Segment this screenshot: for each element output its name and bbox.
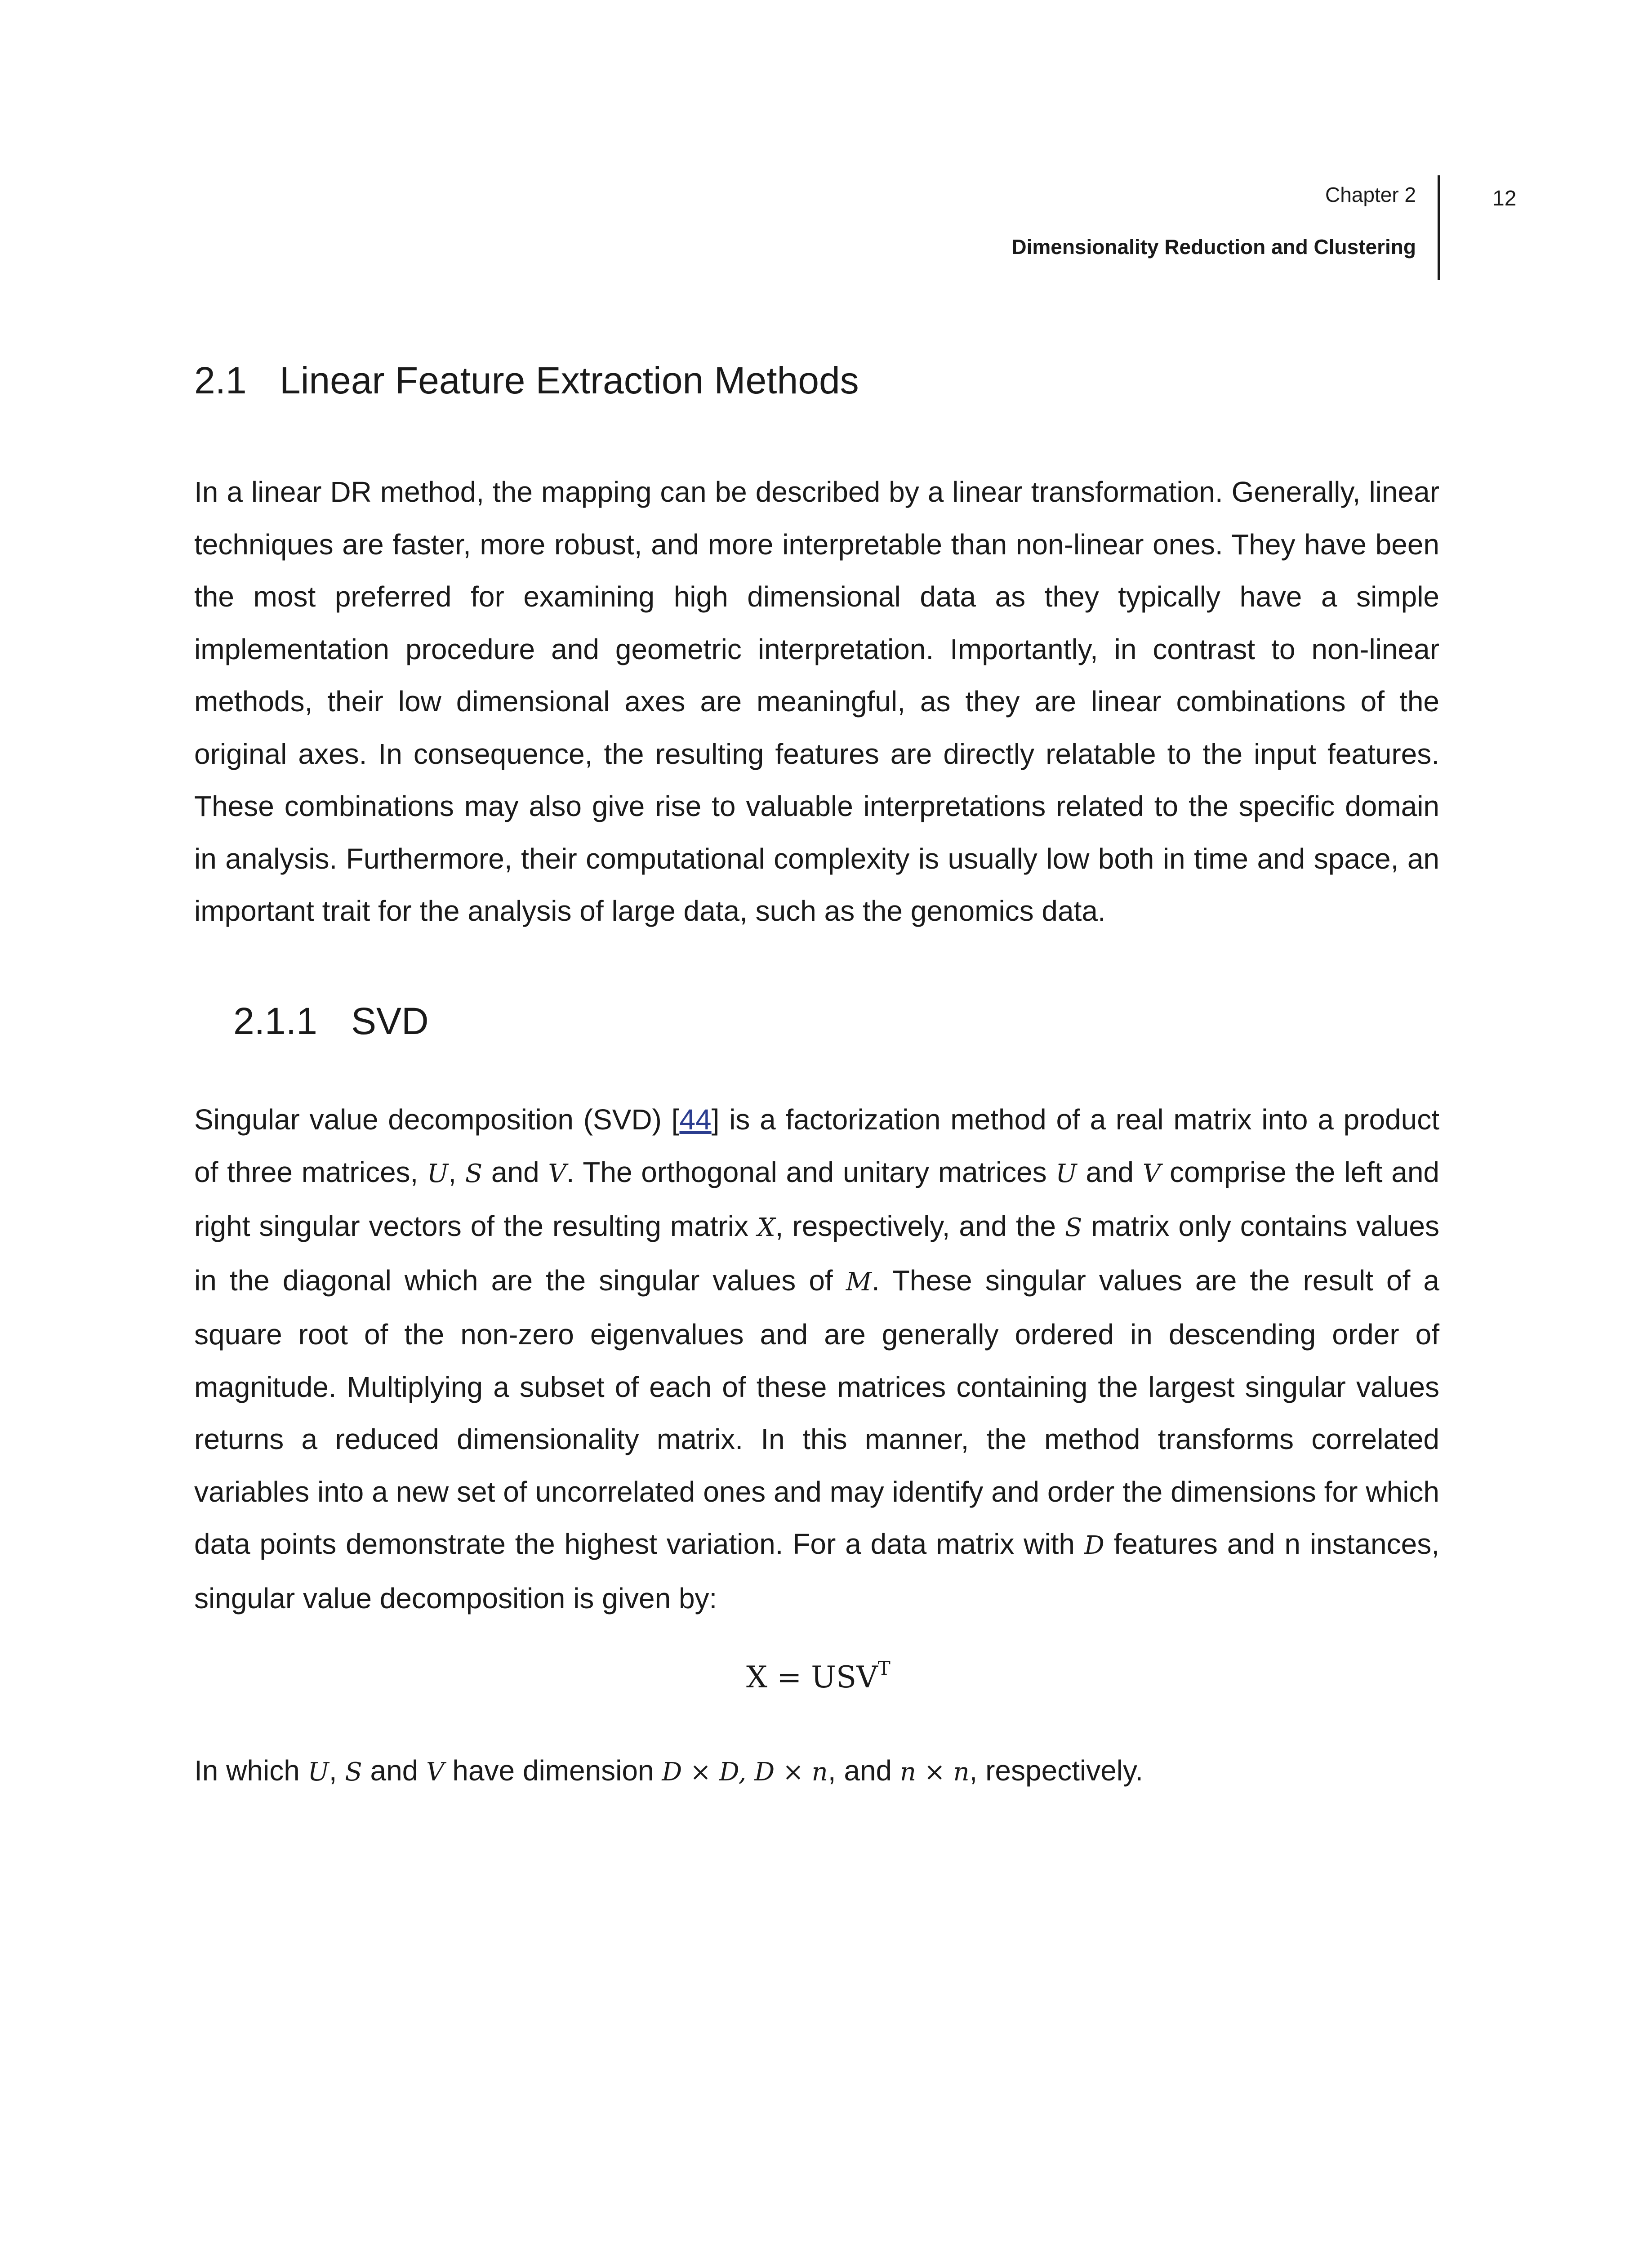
math-symbol: X [757,1213,775,1242]
header-divider [1438,175,1440,280]
math-symbol: V [426,1757,445,1787]
section-title: Linear Feature Extraction Methods [280,359,859,401]
math-expression: D × D, [662,1757,747,1787]
text-run: In which [194,1754,308,1787]
text-run: Singular value decomposition (SVD) [ [194,1103,680,1136]
equation-body: X = USV [746,1660,878,1695]
math-symbol: S [345,1757,362,1787]
math-symbol: U [427,1159,449,1188]
text-run: , [329,1754,345,1787]
citation-link[interactable]: 44 [679,1103,712,1136]
text-run: comprise the left and right singular vectors of the resulting matrix [194,1155,1440,1242]
text-run: and [482,1155,548,1188]
running-header [1011,184,1416,257]
text-run: . These singular values are the result of a square root of the non-zero eigenvalues and are generally ordered in descending order of magnitude. Multiplying a subset of each of these matrices containing the largest singular values returns a reduced dimensionality matrix. In this manner, the method transforms correlated variables into a new set of uncorrelated ones and may identify and order the dimensions for which data points demonstrate the highest variation. For a data matrix with [194,1264,1440,1560]
math-symbol: S [1064,1213,1082,1242]
text-run: , respectively, and the [775,1210,1065,1242]
math-symbol: V [1142,1159,1161,1188]
text-run: have dimension [444,1754,662,1787]
subsection-number: 2.1.1 [233,1000,317,1042]
text-run: and [362,1754,427,1787]
svd-equation [746,1657,891,1695]
math-symbol: U [1055,1159,1077,1188]
math-symbol: S [465,1159,483,1188]
subsection-title: SVD [351,1000,429,1042]
equation-superscript: T [877,1657,891,1679]
math-expression: D × n [754,1757,828,1787]
math-symbol: M [846,1267,872,1297]
section-paragraph: In a linear DR method, the mapping can be described by a linear transformation. Generally, linear techniques are faster, more robust, and more interpretable than non-linear ones. They have been the most preferred for examining high dimensional data as they typically have a simple implementation procedure and geometric interpretation. Importantly, in contrast to non-linear methods, their low dimensional axes are meaningful, as they are linear combinations of the original axes. In consequence, the resulting features are directly relatable to the input features. These combinations may also give rise to valuable interpretations related to the specific domain in analysis. Furthermore, their computational complexity is usually low both in time and space, an important trait for the analysis of large data, such as the genomics data. [194,476,1439,927]
text-run: , [448,1155,465,1188]
text-run: features and n instances, singular value decomposition is given by: [194,1528,1440,1615]
svd-paragraph [194,1093,1439,1624]
text-run: matrix only contains values in the diagonal which are the singular values of [194,1210,1440,1297]
text-run: , respectively. [969,1754,1144,1787]
text-run: , and [828,1754,900,1787]
text-run: ] is a factorization method of a real matrix into a product of three matrices, [194,1103,1440,1188]
dimension-sentence [194,1744,1143,1799]
subsection-heading [233,1000,429,1042]
section-number: 2.1 [194,359,247,401]
math-symbol: V [548,1159,566,1188]
header-title: Dimensionality Reduction and Clustering [1011,235,1416,259]
math-symbol: D [1084,1531,1104,1560]
page-number: 12 [1492,187,1517,210]
math-expression: n × n [899,1757,970,1787]
text-run: . The orthogonal and unitary matrices [566,1155,1056,1188]
text-run: and [1077,1155,1143,1188]
math-symbol: U [307,1757,329,1787]
header-chapter: Chapter 2 [1325,183,1416,206]
section-heading [194,360,859,401]
